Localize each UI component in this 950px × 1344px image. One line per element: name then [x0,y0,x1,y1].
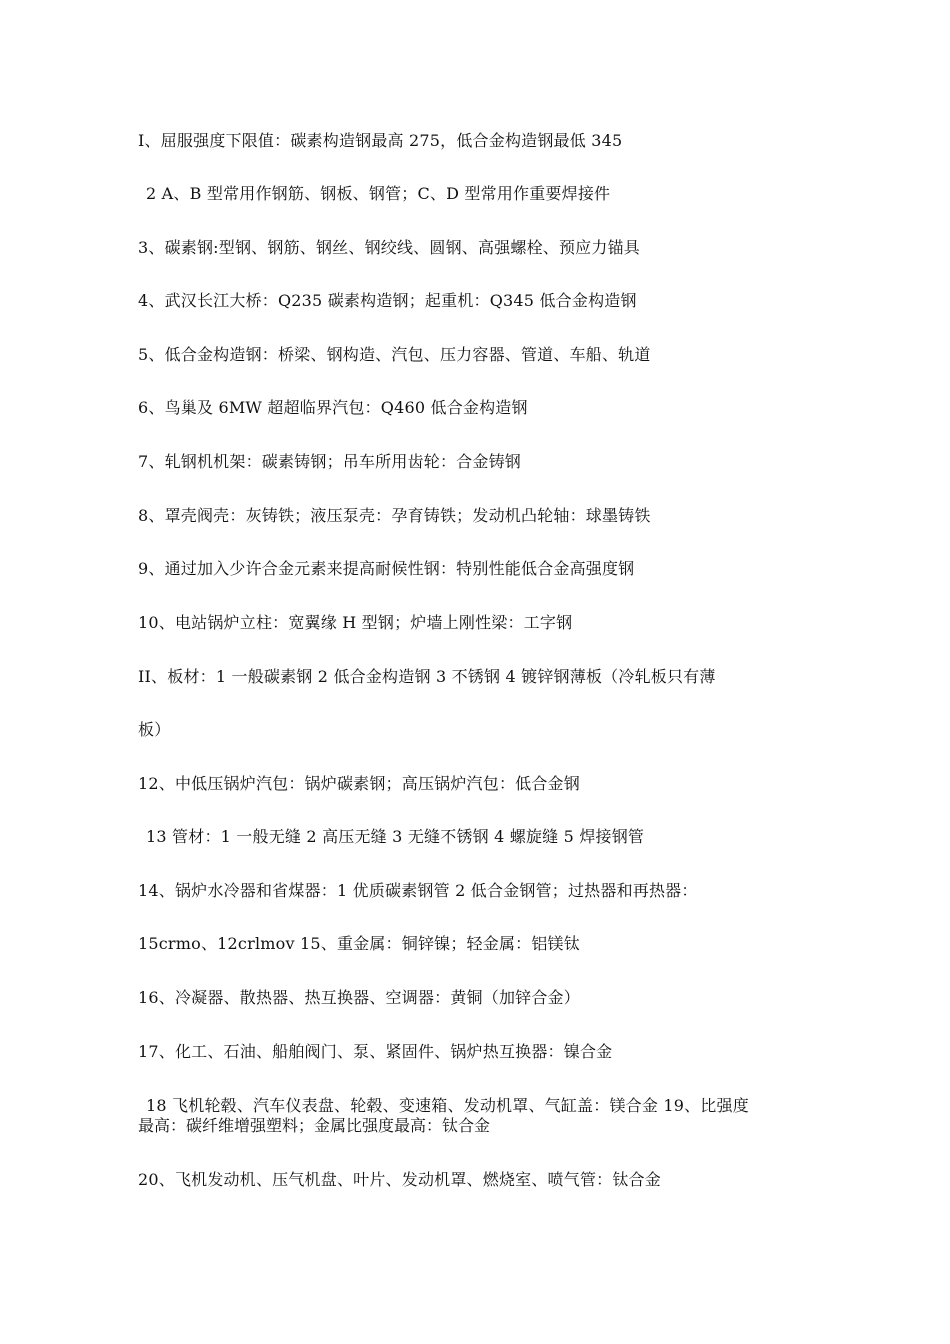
text-line: 13 管材：1 一般无缝 2 高压无缝 3 无缝不锈钢 4 螺旋缝 5 焊接钢管 [146,827,645,846]
text-line: 12、中低压锅炉汽包：锅炉碳素钢；高压锅炉汽包：低合金钢 [138,774,580,793]
text-line: 板） [138,720,171,739]
text-line: 10、电站锅炉立柱：宽翼缘 H 型钢；炉墙上刚性梁：工字钢 [138,613,573,632]
text-line: 6、鸟巢及 6MW 超超临界汽包：Q460 低合金构造钢 [138,398,528,417]
text-line: 4、武汉长江大桥：Q235 碳素构造钢；起重机：Q345 低合金构造钢 [138,291,637,310]
text-line: 2 A、B 型常用作钢筋、钢板、钢管；C、D 型常用作重要焊接件 [146,184,611,203]
text-line: 17、化工、石油、船舶阀门、泵、紧固件、锅炉热互换器：镍合金 [138,1042,613,1061]
text-line: I、屈服强度下限值：碳素构造钢最高 275，低合金构造钢最低 345 [138,131,623,150]
text-line: 14、锅炉水冷器和省煤器：1 优质碳素钢管 2 低合金钢管；过热器和再热器： [138,881,698,900]
text-line: 8、罩壳阀壳：灰铸铁；液压泵壳：孕育铸铁；发动机凸轮轴：球墨铸铁 [138,506,651,525]
text-line: 9、通过加入少许合金元素来提高耐候性钢：特别性能低合金高强度钢 [138,559,635,578]
text-line: 最高：碳纤维增强塑料；金属比强度最高：钛合金 [138,1116,491,1135]
text-line: 5、低合金构造钢：桥梁、钢构造、汽包、压力容器、管道、车船、轨道 [138,345,651,364]
text-line: 7、轧钢机机架：碳素铸钢；吊车所用齿轮：合金铸钢 [138,452,521,471]
text-line: 16、冷凝器、散热器、热互换器、空调器：黄铜（加锌合金） [138,988,580,1007]
text-line: 20、飞机发动机、压气机盘、叶片、发动机罩、燃烧室、喷气管：钛合金 [138,1170,661,1189]
text-line: 18 飞机轮毂、汽车仪表盘、轮毂、变速箱、发动机罩、气缸盖：镁合金 19、比强度 [146,1096,749,1115]
text-line: II、板材：1 一般碳素钢 2 低合金构造钢 3 不锈钢 4 镀锌钢薄板（冷轧板只有薄 [138,667,716,686]
text-line: 3、碳素钢:型钢、钢筋、钢丝、钢绞线、圆钢、高强螺栓、预应力锚具 [138,238,640,257]
text-line: 15crmo、12crlmov 15、重金属：铜锌镍；轻金属：铝镁钛 [138,934,580,953]
